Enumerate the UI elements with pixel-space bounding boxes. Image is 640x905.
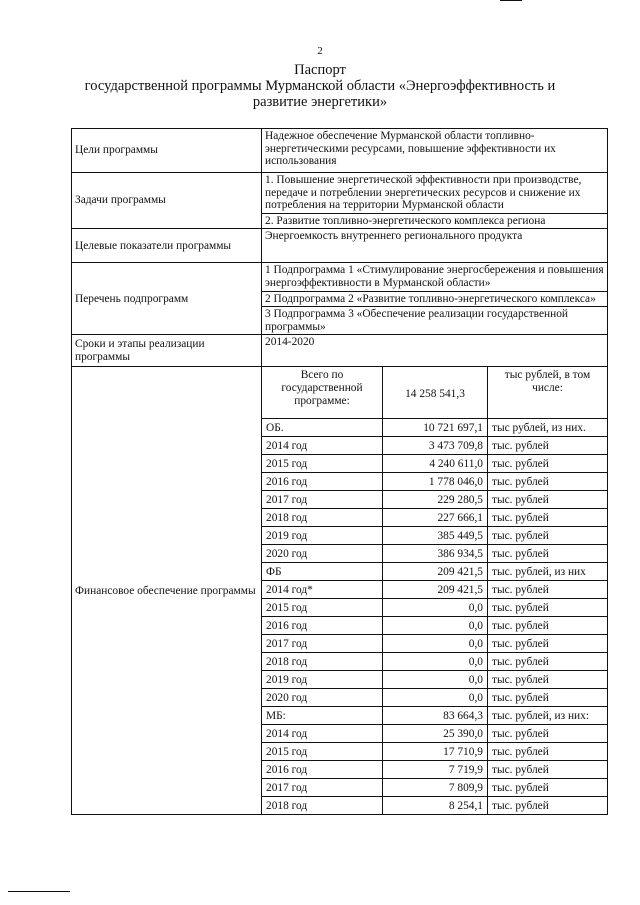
finance-row-label: 2020 год (262, 689, 383, 707)
finance-row-label: 2016 год (262, 761, 383, 779)
indicators-label: Целевые показатели программы (72, 229, 262, 263)
finance-row-label: ФБ (262, 563, 383, 581)
finance-row-unit: тыс. рублей, из них (488, 563, 608, 581)
task-item-1: 1. Повышение энергетической эффективности при производстве, передаче и потреблении энергетических ресурсов и снижение их потребления на территории Мурманской области (265, 174, 582, 212)
finance-row-amount: 227 666,1 (383, 509, 488, 527)
finance-row (262, 437, 607, 455)
finance-row-unit: тыс рублей, из них. (488, 419, 608, 437)
finance-row-unit: тыс. рублей (488, 437, 608, 455)
finance-row-amount: 25 390,0 (383, 725, 488, 743)
finance-row-unit: тыс. рублей (488, 509, 608, 527)
finance-row (262, 545, 607, 563)
finance-row (262, 509, 607, 527)
finance-row-amount: 17 710,9 (383, 743, 488, 761)
finance-row-label: 2016 год (262, 473, 383, 491)
finance-row-label: 2017 год (262, 491, 383, 509)
finance-row-amount: 4 240 611,0 (383, 455, 488, 473)
finance-row-label: 2014 год* (262, 581, 383, 599)
subprogram-item-1: 1 Подпрограмма 1 «Стимулирование энергосбережения и повышения энергоэффективности в Мурманской области» (265, 264, 604, 289)
finance-row (262, 779, 607, 797)
finance-row-unit: тыс. рублей (492, 799, 549, 812)
finance-row (262, 419, 607, 437)
finance-header-row (262, 367, 607, 419)
finance-total-unit: тыс рублей, в том числе: (488, 367, 608, 419)
finance-row (262, 563, 607, 581)
finance-row-label: ОБ. (262, 419, 383, 437)
finance-row-amount: 209 421,5 (383, 563, 488, 581)
finance-row (262, 527, 607, 545)
finance-row-label: 2017 год (262, 635, 383, 653)
finance-total-label: Всего по государственной программе: (262, 367, 383, 419)
finance-row (262, 455, 607, 473)
finance-row-label: 2018 год (262, 797, 383, 815)
finance-row-unit: тыс. рублей (488, 653, 608, 671)
finance-table (262, 367, 607, 814)
tasks-cell (262, 173, 608, 229)
finance-cell (262, 367, 608, 815)
page-number: 2 (317, 45, 323, 57)
finance-row (262, 671, 607, 689)
finance-row (262, 653, 607, 671)
subprograms-label: Перечень подпрограмм (72, 263, 262, 335)
finance-row (262, 473, 607, 491)
finance-row-unit: тыс. рублей, из них: (488, 707, 608, 725)
finance-row-amount: 7 809,9 (383, 779, 488, 797)
finance-row-amount: 385 449,5 (383, 527, 488, 545)
finance-row (262, 797, 607, 815)
subprogram-item-2: 2 Подпрограмма 2 «Развитие топливно-энергетического комплекса» (262, 291, 607, 307)
title-line-1: Паспорт (294, 62, 346, 78)
finance-row-amount: 1 778 046,0 (383, 473, 488, 491)
finance-row-label: 2015 год (262, 743, 383, 761)
finance-row-amount: 229 280,5 (383, 491, 488, 509)
finance-row-amount: 0,0 (383, 635, 488, 653)
finance-row (262, 581, 607, 599)
finance-row-amount: 10 721 697,1 (383, 419, 488, 437)
title-line-3: развитие энергетики» (252, 94, 388, 110)
terms-label: Сроки и этапы реализации программы (72, 335, 262, 367)
tasks-label: Задачи программы (72, 173, 262, 229)
subprograms-cell (262, 263, 608, 335)
finance-row-label: 2017 год (262, 779, 383, 797)
finance-row (262, 761, 607, 779)
finance-row-unit: тыс. рублей (488, 743, 608, 761)
task-item-2: 2. Развитие топливно-энергетического комплекса региона (262, 213, 607, 229)
terms-value: 2014-2020 (262, 335, 608, 367)
row-tasks (72, 173, 608, 229)
finance-row-unit: тыс. рублей (488, 527, 608, 545)
row-indicators (72, 229, 608, 263)
row-terms (72, 335, 608, 367)
finance-row-unit: тыс. рублей (488, 761, 608, 779)
finance-row (262, 635, 607, 653)
title-line-2: государственной программы Мурманской области «Энергоэффективность и (84, 78, 556, 94)
finance-row-unit: тыс. рублей (488, 455, 608, 473)
finance-row-label: 2018 год (262, 653, 383, 671)
finance-row-amount: 209 421,5 (383, 581, 488, 599)
finance-row-unit: тыс. рублей (488, 671, 608, 689)
finance-row-unit: тыс. рублей (488, 599, 608, 617)
finance-row (262, 599, 607, 617)
finance-row-label: 2019 год (262, 671, 383, 689)
finance-row-label: 2019 год (262, 527, 383, 545)
finance-row-amount: 0,0 (383, 599, 488, 617)
finance-row-unit: тыс. рублей (488, 617, 608, 635)
finance-row (262, 617, 607, 635)
finance-row-label: 2014 год (262, 437, 383, 455)
finance-row-amount: 0,0 (383, 653, 488, 671)
finance-total-amount: 14 258 541,3 (383, 367, 488, 419)
finance-row-unit: тыс. рублей (488, 473, 608, 491)
finance-row (262, 743, 607, 761)
finance-row-label: 2015 год (262, 599, 383, 617)
finance-row (262, 491, 607, 509)
finance-row-amount: 0,0 (383, 689, 488, 707)
finance-row-unit: тыс. рублей (488, 545, 608, 563)
goals-label: Цели программы (72, 129, 262, 173)
goals-value: Надежное обеспечение Мурманской области топливно-энергетическими ресурсами, повышение эффективности их использования (262, 129, 608, 173)
document-title (0, 62, 640, 110)
row-goals (72, 129, 608, 173)
finance-row-unit: тыс. рублей (488, 725, 608, 743)
indicators-value: Энергоемкость внутреннего регионального продукта (262, 229, 608, 263)
finance-row-label: 2016 год (262, 617, 383, 635)
finance-row-amount: 0,0 (383, 617, 488, 635)
row-finance (72, 367, 608, 815)
finance-row-unit: тыс. рублей (488, 635, 608, 653)
finance-row (262, 707, 607, 725)
finance-row (262, 689, 607, 707)
finance-row-amount: 386 934,5 (383, 545, 488, 563)
finance-row-unit: тыс. рублей (488, 779, 608, 797)
subprogram-item-3: 3 Подпрограмма 3 «Обеспечение реализации государственной программы» (262, 306, 607, 334)
finance-row-unit: тыс. рублей (488, 689, 608, 707)
finance-row-amount: 7 719,9 (383, 761, 488, 779)
finance-row-amount: 83 664,3 (383, 707, 488, 725)
row-subprograms (72, 263, 608, 335)
finance-label: Финансовое обеспечение программы (72, 367, 262, 815)
finance-row-unit: тыс. рублей (488, 491, 608, 509)
footnote-separator (8, 891, 70, 892)
finance-row-label: 2014 год (262, 725, 383, 743)
finance-row-amount: 3 473 709,8 (383, 437, 488, 455)
finance-row-label: 2015 год (262, 455, 383, 473)
passport-table (71, 128, 608, 815)
finance-row-amount: 0,0 (383, 671, 488, 689)
finance-row-amount: 8 254,1 (383, 797, 488, 815)
finance-row-label: МБ: (262, 707, 383, 725)
finance-row-label: 2020 год (262, 545, 383, 563)
finance-row-unit: тыс. рублей (488, 581, 608, 599)
finance-row (262, 725, 607, 743)
finance-row-label: 2018 год (262, 509, 383, 527)
top-edge-line (500, 0, 522, 1)
